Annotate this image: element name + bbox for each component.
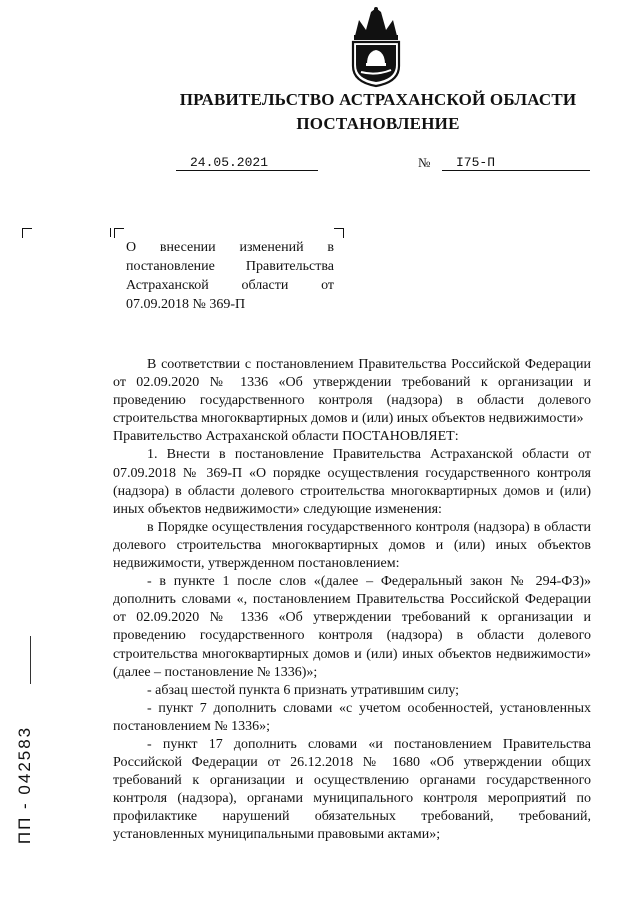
form-serial-number — [13, 705, 37, 865]
paragraph: 1. Внести в постановление Правительства Астраханской области от 07.09.2018 № 369-П «О порядке осуществления государственного контроля (надзора) в области долевого строительства многоквартирных домов и (или) иных объектов недвижимости» следующие изменения: — [113, 447, 591, 517]
margin-line — [30, 636, 31, 684]
org-title: ПРАВИТЕЛЬСТВО АСТРАХАНСКОЙ ОБЛАСТИ — [179, 90, 577, 109]
paragraph: - абзац шестой пункта 6 признать утратившим силу; — [147, 682, 460, 698]
doc-type-title: ПОСТАНОВЛЕНИЕ — [296, 114, 460, 133]
document-subject: О внесении изменений в постановление Правительства Астраханской области от 07.09.2018 № 369-П — [126, 240, 334, 312]
document-number: I75-П — [442, 155, 590, 171]
number-sign: № — [418, 155, 431, 170]
paragraph: - пункт 17 дополнить словами «и постановлением Правительства Российской Федерации от 26.12.2018 № 1680 «Об утверждении общих требований к организации и осуществлению органами государственного контроля (надзора), органами муниципального контроля мероприятий по профилактике нарушений обязательных требований, требований, установленных муниципальными правовыми актами»; — [113, 736, 591, 843]
corner-bracket — [22, 228, 32, 238]
paragraph: Правительство Астраханской области ПОСТАНОВЛЯЕТ: — [113, 429, 459, 445]
document-number-field — [418, 155, 590, 171]
paragraph: В соответствии с постановлением Правительства Российской Федерации от 02.09.2020 № 1336 «Об утверждении требований к организации и проведению государственного контроля (надзора) в области долевого строительства многоквартирных домов и (или) иных объектов недвижимости» — [113, 357, 591, 427]
corner-bracket — [334, 228, 344, 238]
corner-bracket — [114, 228, 124, 238]
paragraph: в Порядке осуществления государственного контроля (надзора) в области долевого строительства многоквартирных домов и (или) иных объектов недвижимости, утвержденном постановлением: — [113, 519, 591, 572]
serial-text: ПП - 042583 — [15, 725, 34, 845]
document-date: 24.05.2021 — [176, 155, 318, 171]
paragraph: - в пункте 1 после слов «(далее – Федеральный закон № 294-ФЗ)» дополнить словами «, постановлением Правительства Российской Федерации от 02.09.2020 № 1336 «Об утверждении требований к организации и проведению государственного контроля (надзора) в области долевого строительства многоквартирных домов и (или) иных объектов недвижимости» (далее – постановление № 1336)»; — [113, 574, 591, 680]
document-body — [113, 356, 591, 845]
corner-bracket — [110, 228, 112, 237]
paragraph: - пункт 7 дополнить словами «с учетом особенностей, установленных постановлением № 1336»; — [113, 700, 591, 734]
coat-of-arms-icon — [345, 6, 407, 88]
